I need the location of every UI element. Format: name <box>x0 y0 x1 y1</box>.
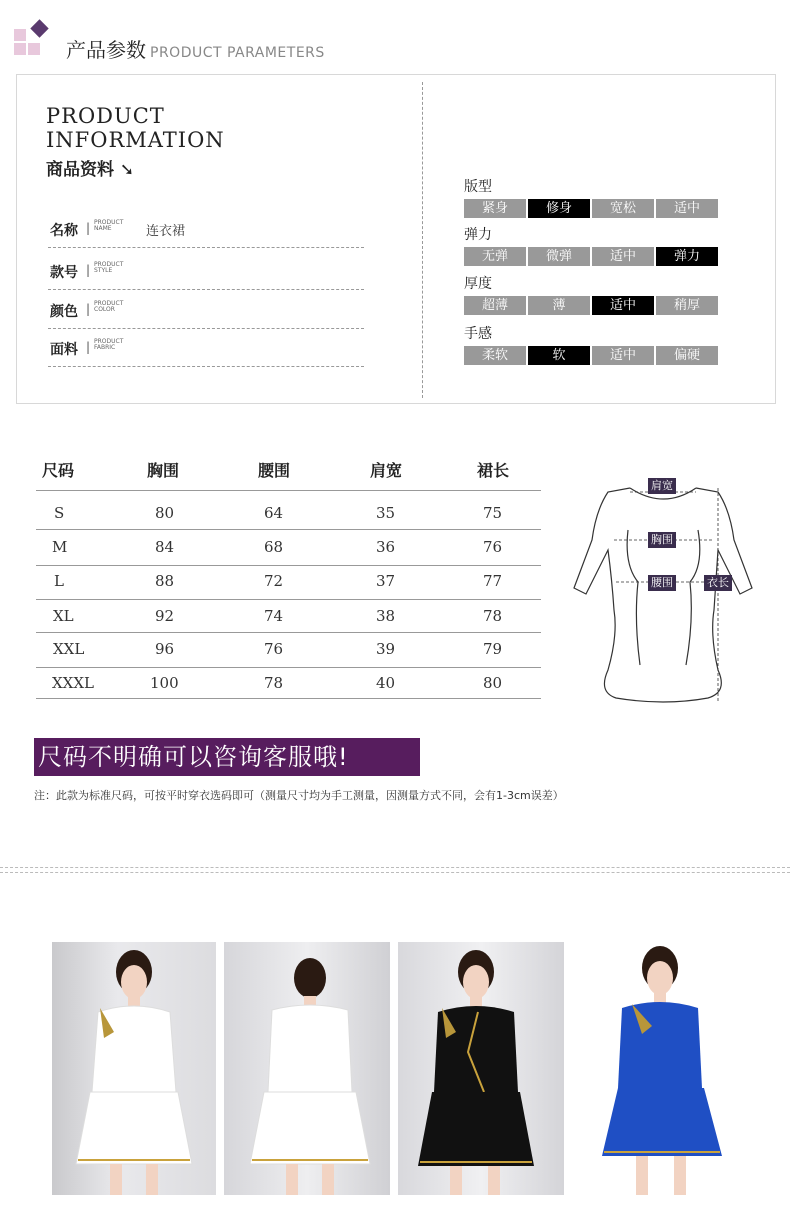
section-title <box>66 34 325 63</box>
size-header-waist: 腰围 <box>258 461 291 480</box>
info-row-label: 名称 <box>50 223 78 239</box>
attr-option: 适中 <box>592 346 654 365</box>
attr-option: 紧身 <box>464 199 526 218</box>
diagram-label-waist: 腰围 <box>648 575 676 591</box>
info-row-fabric <box>48 329 364 367</box>
attr-option-selected: 修身 <box>528 199 590 218</box>
info-row-separator: | <box>86 263 91 277</box>
table-cell: 96 <box>155 640 175 658</box>
attr-option: 无弹 <box>464 247 526 266</box>
attr-row-feel <box>464 346 718 365</box>
table-rule <box>36 529 541 530</box>
attr-option: 柔软 <box>464 346 526 365</box>
product-photo-white-front <box>52 942 216 1195</box>
table-cell: 88 <box>155 572 175 590</box>
attr-option: 超薄 <box>464 296 526 315</box>
info-row-label: 款号 <box>50 265 78 281</box>
product-info-title-cn: 商品资料 ➘ <box>46 160 135 180</box>
attr-option: 适中 <box>592 247 654 266</box>
logo-square-pink-3 <box>14 43 26 55</box>
table-cell: 100 <box>150 674 179 692</box>
product-info-title-line1: PRODUCT <box>46 104 165 128</box>
attr-option: 稍厚 <box>656 296 718 315</box>
table-cell: 40 <box>376 674 396 692</box>
table-cell: 92 <box>155 607 175 625</box>
product-info-title <box>46 104 225 152</box>
attr-option-selected: 适中 <box>592 296 654 315</box>
table-cell: 39 <box>376 640 396 658</box>
table-rule <box>36 599 541 600</box>
table-cell: 79 <box>483 640 503 658</box>
diagram-label-chest: 胸围 <box>648 532 676 548</box>
info-row-style <box>48 252 364 290</box>
info-row-color <box>48 291 364 329</box>
table-cell: 37 <box>376 572 396 590</box>
diagram-label-length: 衣长 <box>704 575 732 591</box>
table-cell: XXL <box>53 640 85 658</box>
attr-option: 微弹 <box>528 247 590 266</box>
info-row-separator: | <box>86 340 91 354</box>
table-cell: 84 <box>155 538 175 556</box>
attr-label-feel: 手感 <box>464 326 492 342</box>
table-cell: 80 <box>483 674 503 692</box>
info-row-separator: | <box>86 221 91 235</box>
table-rule <box>36 698 541 699</box>
section-divider <box>0 872 790 873</box>
attr-option: 偏硬 <box>656 346 718 365</box>
info-row-en: PRODUCT FABRIC <box>94 338 124 351</box>
attr-label-elasticity: 弹力 <box>464 227 492 243</box>
product-info-title-line2: INFORMATION <box>46 128 225 152</box>
logo-diamond <box>30 19 48 37</box>
table-cell: 36 <box>376 538 396 556</box>
info-row-separator: | <box>86 302 91 316</box>
table-cell: 74 <box>264 607 284 625</box>
section-title-en: PRODUCT PARAMETERS <box>150 45 325 61</box>
table-rule <box>36 565 541 566</box>
attr-label-fit: 版型 <box>464 179 492 195</box>
attr-label-thickness: 厚度 <box>464 276 492 292</box>
table-cell: 64 <box>264 504 284 522</box>
table-cell: 75 <box>483 504 503 522</box>
table-rule <box>36 667 541 668</box>
attr-option: 薄 <box>528 296 590 315</box>
table-cell: 38 <box>376 607 396 625</box>
attr-row-thickness <box>464 296 718 315</box>
table-cell: 80 <box>155 504 175 522</box>
table-cell: XL <box>53 607 74 625</box>
info-divider <box>422 82 423 398</box>
info-row-label: 颜色 <box>50 304 78 320</box>
table-cell: M <box>52 538 68 556</box>
info-row-label: 面料 <box>50 342 78 358</box>
table-cell: 77 <box>483 572 503 590</box>
product-photo-white-back <box>224 942 390 1195</box>
consult-banner: 尺码不明确可以咨询客服哦! <box>34 738 420 776</box>
table-cell: 76 <box>264 640 284 658</box>
table-cell: 72 <box>264 572 284 590</box>
table-cell: S <box>54 504 65 522</box>
info-row-name <box>48 210 364 248</box>
table-cell: 35 <box>376 504 396 522</box>
diagram-label-shoulder: 肩宽 <box>648 478 676 494</box>
section-title-cn: 产品参数 <box>66 38 146 62</box>
attr-row-fit <box>464 199 718 218</box>
table-cell: 76 <box>483 538 503 556</box>
table-cell: L <box>54 572 64 590</box>
attr-option: 宽松 <box>592 199 654 218</box>
size-header-length: 裙长 <box>477 461 510 480</box>
info-row-en: PRODUCT COLOR <box>94 300 124 313</box>
product-photo-blue-front <box>572 942 740 1195</box>
info-row-en: PRODUCT NAME <box>94 219 124 232</box>
info-row-value: 连衣裙 <box>146 224 186 239</box>
attr-option: 适中 <box>656 199 718 218</box>
attr-option-selected: 弹力 <box>656 247 718 266</box>
logo-square-pink-2 <box>28 43 40 55</box>
table-cell: 78 <box>483 607 503 625</box>
table-cell: 78 <box>264 674 284 692</box>
size-note: 注：此款为标准尺码，可按平时穿衣选码即可（测量尺寸均为手工测量，因测量方式不同，会有1-3cm误差） <box>34 789 564 802</box>
logo-square-pink <box>14 29 26 41</box>
size-header-size: 尺码 <box>42 461 75 480</box>
table-rule <box>36 632 541 633</box>
table-cell: XXXL <box>52 674 94 692</box>
attr-row-elasticity <box>464 247 718 266</box>
size-header-shoulder: 肩宽 <box>370 461 403 480</box>
attr-option-selected: 软 <box>528 346 590 365</box>
table-cell: 68 <box>264 538 284 556</box>
info-row-en: PRODUCT STYLE <box>94 261 124 274</box>
section-divider <box>0 867 790 868</box>
table-rule <box>36 490 541 491</box>
size-header-chest: 胸围 <box>147 461 180 480</box>
product-photo-black-front <box>398 942 564 1195</box>
